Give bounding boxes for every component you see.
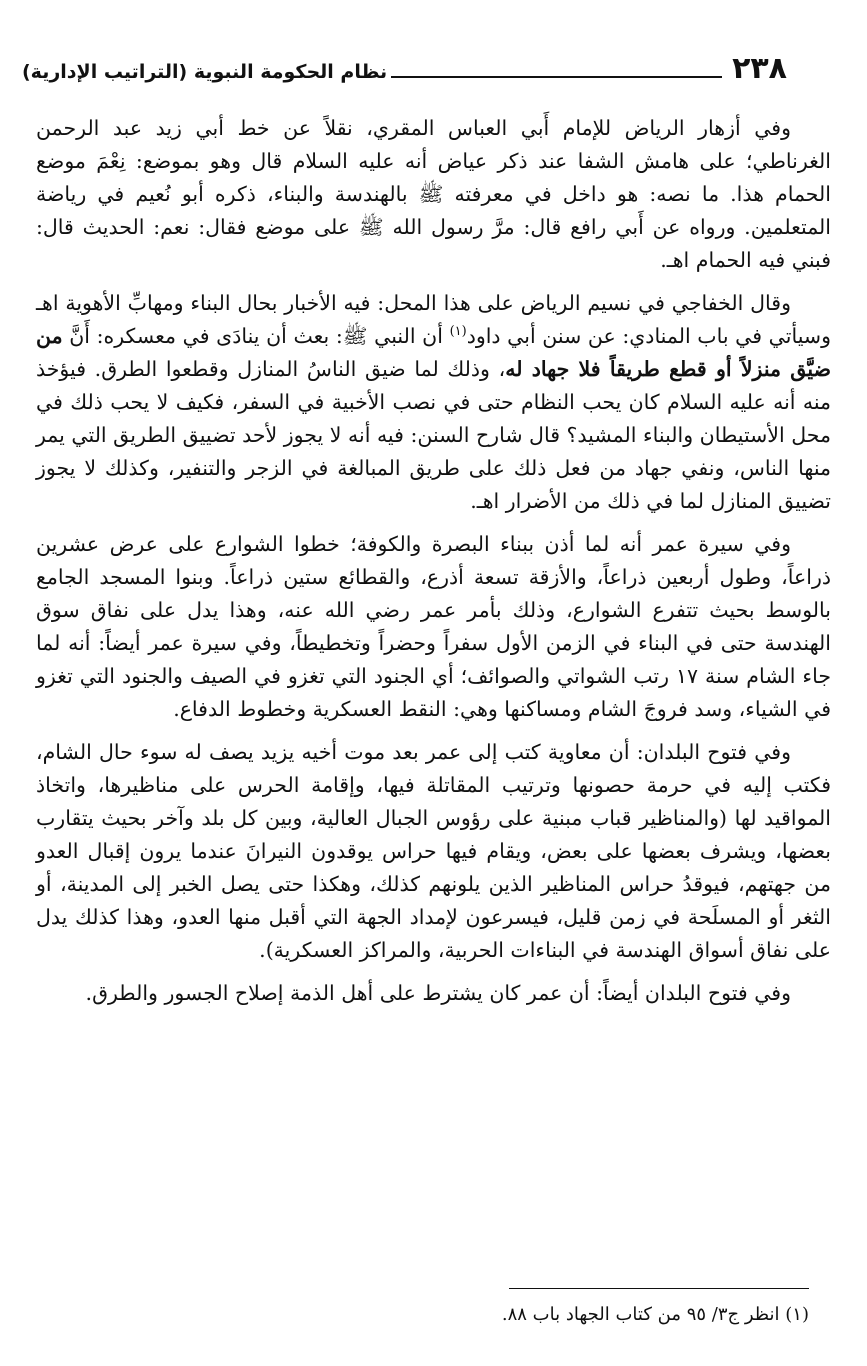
page-header — [22, 44, 787, 84]
paragraph-1: وفي أزهار الرياض للإمام أَبي العباس المقري، نقلاً عن خط أبي زيد عبد الرحمن الغرناطي؛ على هامش الشفا عند ذكر عياض أنه عليه السلام قال وهو بموضع: نِعْمَ موضع الحمام هذا. ما نصه: هو داخل في معرفته ﷺ بالهندسة والبناء، ذكره أبو نُعيم في رياضة المتعلمين. ورواه عن أَبي رافع قال: مرَّ رسول الله ﷺ على موضع فقال: نعم: الحديث قال: فبني فيه الحمام اهـ. — [36, 116, 831, 272]
footnote: (١) انظر ج٣/ ٩٥ من كتاب الجهاد باب ٨٨. — [501, 1304, 809, 1325]
hadith-quote: من ضيَّق منزلاً أو قطع طريقاً فلا جهاد له — [36, 324, 831, 381]
paragraph-2-part-a: وقال الخفاجي في نسيم الرياض على هذا المحل: فيه الأخبار بحال البناء ومهابِّ الأهوية اهـ وسيأتي في باب المنادي: عن سنن أبي داود — [36, 291, 831, 348]
paragraph-2-part-b: أن النبي ﷺ: بعث أن ينادَى في معسكره: أَنَّ — [62, 324, 450, 348]
paragraph-4: وفي فتوح البلدان: أن معاوية كتب إلى عمر بعد موت أخيه يزيد يصف له سوء حال الشام، فكتب إليه في حرمة حصونها وترتيب المقاتلة فيها، وإقامة الحرس على مناظيرها، واتخاذ المواقيد لها (والمناظير قباب مبنية على رؤوس الجبال العالية، وبين كل بلد وآخر بحيث يتقارب بعضها، ويشرف بعضها على بعض، ويقام فيها حراس يوقدون النيرانَ عندما يرون إقبال العدو من جهتهم، فيوقدُ حراس المناظير الذين يلونهم كذلك، وهكذا حتى يصل الخبر إلى المدينة، أو الثغر أو المسلَحة في زمن قليل، فيسرعون لإمداد الجهة التي أقبل منها العدو، وهذا كذلك يدل على نفاق أسواق الهندسة في البناءات الحربية، والمراكز العسكرية). — [36, 740, 831, 962]
header-rule — [391, 76, 722, 78]
footnote-rule — [509, 1288, 809, 1289]
paragraph-5: وفي فتوح البلدان أيضاً: أن عمر كان يشترط على أهل الذمة إصلاح الجسور والطرق. — [85, 981, 791, 1005]
paragraph-2-part-c: ، وذلك لما ضيق الناسُ المنازل وقطعوا الطرق. فيؤخذ منه أنه عليه السلام كان يحب النظام حتى في نصب الأخبية في السفر، فكيف لا يحب ذلك في محل الأستيطان والبناء المشيد؟ قال شارح السنن: فيه أنه لا يجوز لأحد تضييق الطريق التي يمر منها الناس، ونفي جهاد من فعل ذلك على طريق المبالغة في الزجر والتنفير، وكذلك لا يجوز تضييق المنازل لما في ذلك من الأضرار اهـ. — [36, 357, 831, 513]
paragraph-3: وفي سيرة عمر أنه لما أذن ببناء البصرة والكوفة؛ خطوا الشوارع على عرض عشرين ذراعاً، وطول أربعين ذراعاً، والأزقة تسعة أذرع، والقطائع ستين ذراعاً. وبنوا المسجد الجامع بالوسط بحيث تتفرع الشوارع، وذلك بأمر عمر رضي الله عنه، وهذا يدل على نفاق سوق الهندسة حتى في البناء في الزمن الأول سفراً وحضراً وتخطيطاً، وفي سيرة عمر أيضاً: أنه لما جاء الشام سنة ١٧ رتب الشواتي والصوائف؛ أي الجنود التي تغزو في الصيف والجنود التي تغزو في الشياء، وسد فروجَ الشام ومساكنها وهي: النقط العسكرية وخطوط الدفاع. — [36, 532, 831, 721]
paragraph-2 — [36, 287, 831, 518]
page-number: ٢٣٨ — [732, 51, 787, 86]
footnote-marker[interactable]: (١) — [449, 324, 467, 340]
body-text — [36, 112, 831, 1020]
running-title: نظام الحكومة النبوية (التراتيب الإدارية) — [22, 61, 388, 83]
